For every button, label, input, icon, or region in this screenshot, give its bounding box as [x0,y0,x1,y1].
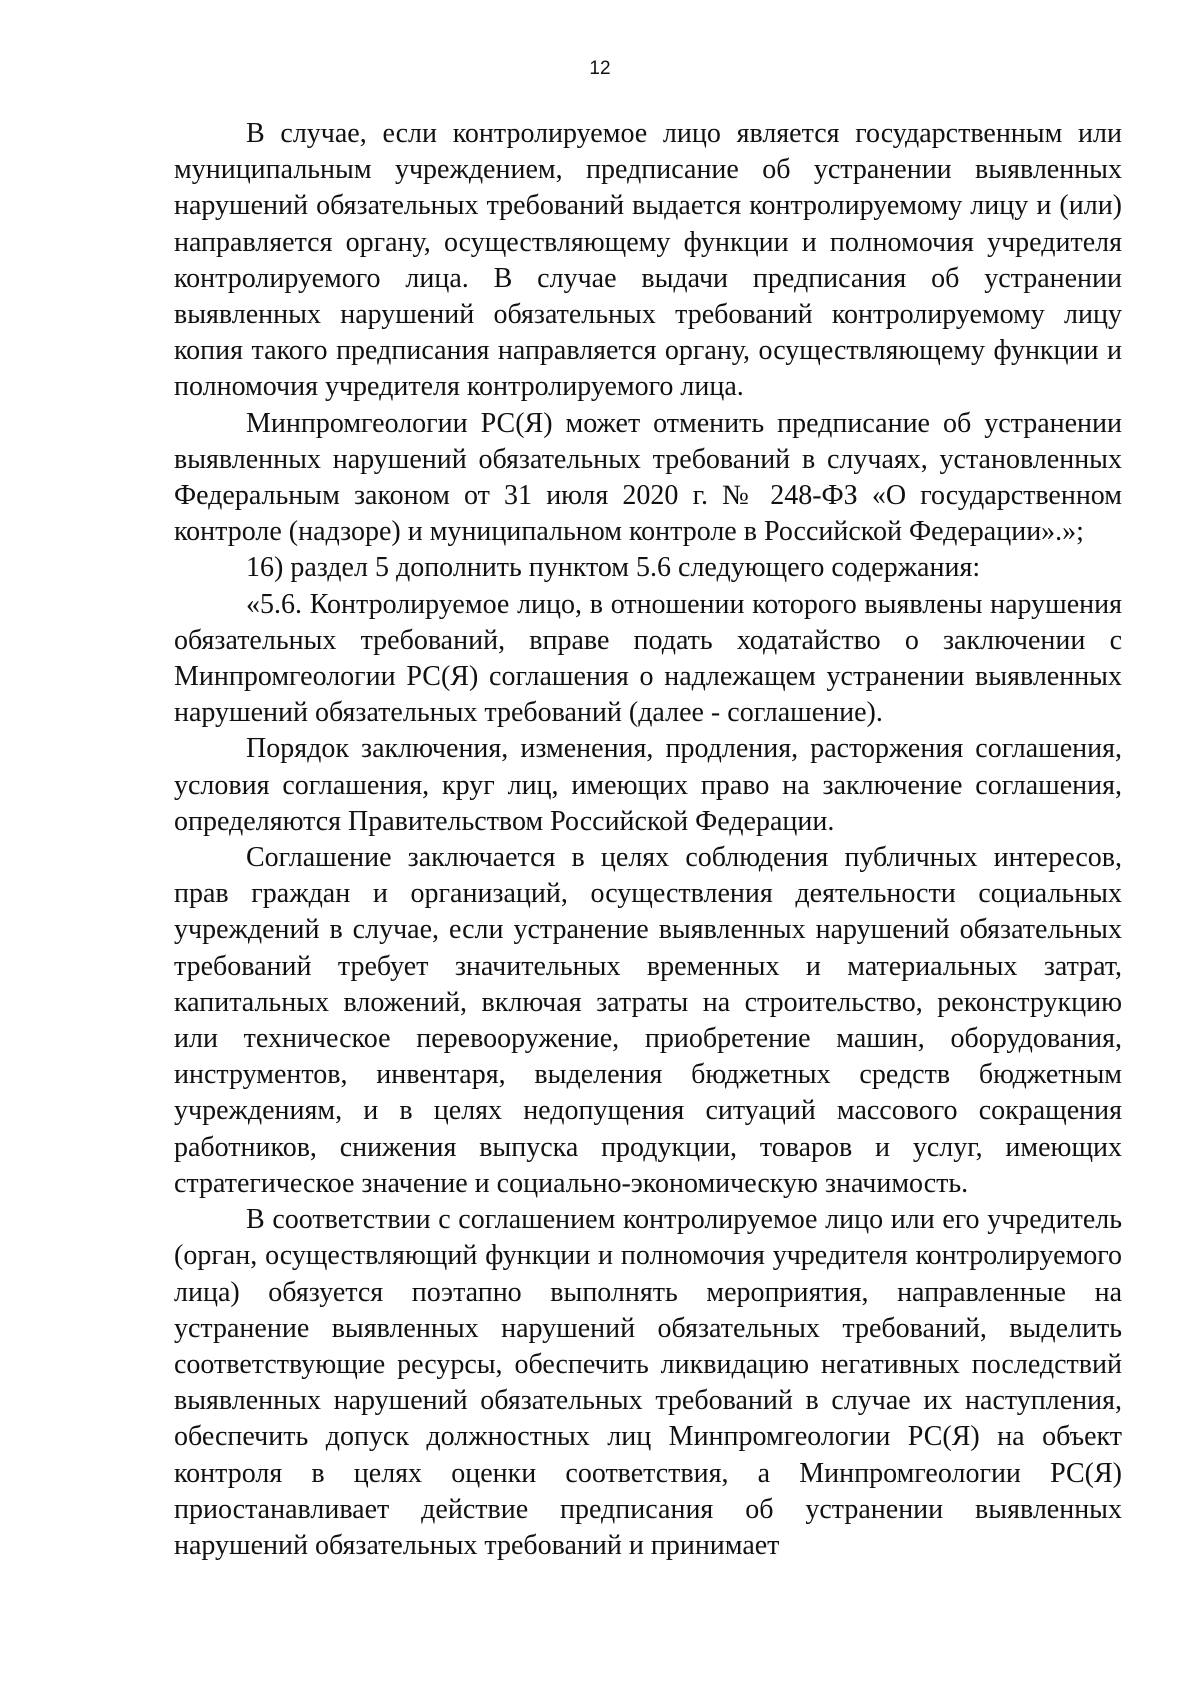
page-number: 12 [589,58,611,79]
paragraph-state-institution: В случае, если контролируемое лицо является государственным или муниципальным учреждением, предписание об устранении выявленных нарушений обязательных требований выдается контролируемому лицу и (или) направляется органу, осуществляющему функции и полномочия учредителя контролируемого лица. В случае выдачи предписания об устранении выявленных нарушений обязательных требований контролируемому лицу копия такого предписания направляется органу, осуществляющему функции и полномочия учредителя контролируемого лица. [174,118,1122,403]
paragraph-amendment-16: 16) раздел 5 дополнить пунктом 5.6 следующего содержания: [246,552,981,584]
paragraph-cancel-order: Минпромгеологии РС(Я) может отменить предписание об устранении выявленных нарушений обязательных требований в случаях, установленных Федеральным законом от 31 июля 2020 г. № 248-ФЗ «О государственном контроле (надзоре) и муниципальном контроле в Российской Федерации».»; [174,407,1122,548]
paragraph-agreement-purpose: Соглашение заключается в целях соблюдения публичных интересов, прав граждан и организаций, осуществления деятельности социальных учреждений в случае, если устранение выявленных нарушений обязательных требований требует значительных временных и материальных затрат, капитальных вложений, включая затраты на строительство, реконструкцию или техническое перевооружение, приобретение машин, оборудования, инструментов, инвентаря, выделения бюджетных средств бюджетным учреждениям, и в целях недопущения ситуаций массового сокращения работников, снижения выпуска продукции, товаров и услуг, имеющих стратегическое значение и социально-экономическую значимость. [174,842,1122,1199]
paragraph-clause-5-6: «5.6. Контролируемое лицо, в отношении которого выявлены нарушения обязательных требований, вправе подать ходатайство о заключении с Минпромгеологии РС(Я) соглашения о надлежащем устранении выявленных нарушений обязательных требований (далее - соглашение). [174,588,1122,729]
paragraph-agreement-obligations: В соответствии с соглашением контролируемое лицо или его учредитель (орган, осуществляющий функции и полномочия учредителя контролируемого лица) обязуется поэтапно выполнять мероприятия, направленные на устранение выявленных нарушений обязательных требований, выделить соответствующие ресурсы, обеспечить ликвидацию негативных последствий выявленных нарушений обязательных требований в случае их наступления, обеспечить допуск должностных лиц Минпромгеологии РС(Я) на объект контроля в целях оценки соответствия, а Минпромгеологии РС(Я) приостанавливает действие предписания об устранении выявленных нарушений обязательных требований и принимает [174,1204,1122,1561]
paragraph-agreement-procedure: Порядок заключения, изменения, продления, расторжения соглашения, условия соглашения, круг лиц, имеющих право на заключение соглашения, определяются Правительством Российской Федерации. [174,733,1122,837]
document-body [174,116,1122,1564]
